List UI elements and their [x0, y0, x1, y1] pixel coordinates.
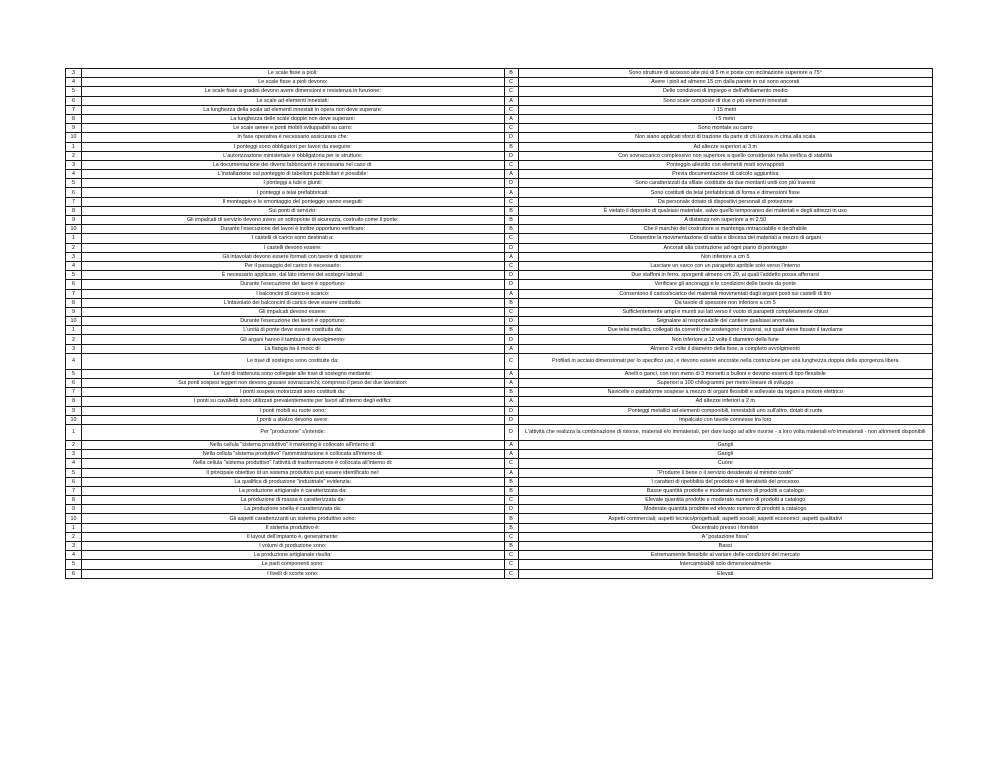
- table-row: [66, 87, 933, 96]
- row-number: 7: [66, 197, 82, 206]
- row-number: 8: [66, 114, 82, 123]
- table-row: [66, 415, 933, 424]
- question-text: Per "produzione" s'intende:: [82, 424, 504, 440]
- table-row: [66, 252, 933, 261]
- table-row: [66, 560, 933, 569]
- answer-key: C: [504, 459, 518, 468]
- question-text: Sui ponti sospesi leggeri non devono gravare sovraccarichi, compreso il peso dei due lavoratori:: [82, 379, 504, 388]
- row-number: 9: [66, 216, 82, 225]
- table-row: [66, 335, 933, 344]
- question-text: Le scale fisse a pioli devono:: [82, 78, 504, 87]
- table-row: [66, 216, 933, 225]
- answer-text: Non siano applicati sforzi di trazione da parte di chi lavora in cima alla scala: [518, 133, 932, 142]
- row-number: 4: [66, 170, 82, 179]
- table-row: [66, 379, 933, 388]
- question-text: Le travi di sostegno sono costituite da:: [82, 353, 504, 369]
- table-row: [66, 188, 933, 197]
- table-row: [66, 388, 933, 397]
- row-number: 9: [66, 307, 82, 316]
- question-text: Il montaggio e lo smontaggio del ponteggio vanno eseguiti:: [82, 197, 504, 206]
- answer-text: Sono strutture di accesso alte più di 5 m e poste con inclinazione superiore a 75°: [518, 69, 932, 78]
- answer-text: Non inferiore a cm 5: [518, 252, 932, 261]
- question-text: I balconcini di carico e scarico:: [82, 289, 504, 298]
- answer-text: Cuore: [518, 459, 932, 468]
- answer-key: C: [504, 569, 518, 578]
- question-text: Gli intavolati devono essere formati con tavole di spessore:: [82, 252, 504, 261]
- question-text: La qualifica di produzione "industriale" evidenzia:: [82, 477, 504, 486]
- question-text: Per il passaggio del carico è necessario:: [82, 261, 504, 270]
- row-number: 3: [66, 542, 82, 551]
- answer-key: B: [504, 298, 518, 307]
- answer-text: L'attività che realizza la combinazione di risorse, materiali e/o immateriali, per dare luogo ad altre risorse - a loro volta materiali e/o immateriali - non altrimenti disponibili: [518, 424, 932, 440]
- answer-text: i 5 metri: [518, 114, 932, 123]
- table-row: [66, 326, 933, 335]
- answer-key: C: [504, 105, 518, 114]
- answer-text: Due staffoni in ferro, sporgenti almeno cm 20, ai quali l'addetto possa afferrarsi: [518, 271, 932, 280]
- answer-key: B: [504, 477, 518, 486]
- question-text: I volumi di produzione sono:: [82, 542, 504, 551]
- table-row: [66, 496, 933, 505]
- question-text: I castelli devono essere:: [82, 243, 504, 252]
- table-row: [66, 514, 933, 523]
- table-row: [66, 353, 933, 369]
- question-text: Gli aspetti caratterizzanti un sistema produttivo sono:: [82, 514, 504, 523]
- answer-key: C: [504, 87, 518, 96]
- table-row: [66, 486, 933, 495]
- row-number: 10: [66, 514, 82, 523]
- answer-text: Da personale dotato di dispositivi personali di protezione: [518, 197, 932, 206]
- answer-key: C: [504, 551, 518, 560]
- answer-text: Sono montate su carro: [518, 124, 932, 133]
- table-row: [66, 440, 933, 449]
- question-text: I ponti mobili su ruote sono:: [82, 406, 504, 415]
- question-text: Durante l'esecuzione dei lavori è inoltre opportuno verificare:: [82, 225, 504, 234]
- question-text: Sui ponti di servizio:: [82, 206, 504, 215]
- row-number: 1: [66, 424, 82, 440]
- table-row: [66, 160, 933, 169]
- answer-text: Elevati: [518, 569, 932, 578]
- row-number: 3: [66, 344, 82, 353]
- answer-text: Impalcato con tavole connesse tra loro: [518, 415, 932, 424]
- table-row: [66, 307, 933, 316]
- question-text: La lunghezza delle scale doppie non deve superare:: [82, 114, 504, 123]
- row-number: 2: [66, 151, 82, 160]
- question-text: È necessario applicare, dal lato interno dei sostegni laterali:: [82, 271, 504, 280]
- row-number: 8: [66, 298, 82, 307]
- answer-text: Con sovraccarico complessivo non superiore a quello considerato nella verifica di stabilità: [518, 151, 932, 160]
- answer-text: Aspetti commerciali; aspetti tecnico/progettuali; aspetti sociali; aspetti economici; aspetti qualitativi: [518, 514, 932, 523]
- row-number: 2: [66, 335, 82, 344]
- table-row: [66, 197, 933, 206]
- table-row: [66, 569, 933, 578]
- row-number: 6: [66, 477, 82, 486]
- table-row: [66, 532, 933, 541]
- row-number: 9: [66, 124, 82, 133]
- answer-key: D: [504, 317, 518, 326]
- question-text: I ponteggi a telai prefabbricati:: [82, 188, 504, 197]
- answer-key: A: [504, 468, 518, 477]
- answer-text: Due telai metallici, collegati da correnti che sostengono i traversi, sui quali viene fissato il tavolame: [518, 326, 932, 335]
- answer-text: Gangli: [518, 450, 932, 459]
- answer-text: Gangli: [518, 440, 932, 449]
- question-text: Le scale ad elementi innestati:: [82, 96, 504, 105]
- answer-key: D: [504, 271, 518, 280]
- answer-key: B: [504, 142, 518, 151]
- row-number: 9: [66, 505, 82, 514]
- answer-key: C: [504, 532, 518, 541]
- row-number: 7: [66, 289, 82, 298]
- answer-key: D: [504, 335, 518, 344]
- row-number: 5: [66, 179, 82, 188]
- answer-text: Sono scale composte di due o più elementi innestati: [518, 96, 932, 105]
- answer-text: Ponteggi metallici ad elementi componibili, innestabili uno sull'altro, dotati di ruote: [518, 406, 932, 415]
- row-number: 5: [66, 468, 82, 477]
- row-number: 8: [66, 496, 82, 505]
- row-number: 5: [66, 271, 82, 280]
- answer-key: D: [504, 424, 518, 440]
- question-text: Durante l'esecuzione dei lavori è opportuno:: [82, 280, 504, 289]
- answer-text: Elevate quantità prodotte e moderato numero di prodotti a catalogo: [518, 496, 932, 505]
- table-row: [66, 551, 933, 560]
- table-row: [66, 114, 933, 123]
- question-text: La produzione di massa è caratterizzata da:: [82, 496, 504, 505]
- answer-text: "Produrre il bene o il servizio desiderato al minimo costo": [518, 468, 932, 477]
- answer-text: A distanza non superiore a m 2,50: [518, 216, 932, 225]
- answer-key: D: [504, 151, 518, 160]
- answer-text: Estremamente flessibile al variare delle condizioni del mercato: [518, 551, 932, 560]
- answer-text: Bassi: [518, 542, 932, 551]
- answer-text: A "postazione fissa": [518, 532, 932, 541]
- answer-text: Superiori a 100 chilogrammi per metro lineare di sviluppo: [518, 379, 932, 388]
- answer-text: Ad altezze superiori ai 3 m: [518, 142, 932, 151]
- answer-key: B: [504, 225, 518, 234]
- answer-key: D: [504, 415, 518, 424]
- answer-key: B: [504, 206, 518, 215]
- answer-text: Segnalare al responsabile del cantiere qualsiasi anomalia: [518, 317, 932, 326]
- row-number: 3: [66, 160, 82, 169]
- answer-text: Consentono il carico/scarico dei materiali movimentati dagli argani posti sui castelli di tiro: [518, 289, 932, 298]
- answer-text: Decentrato presso i fornitori: [518, 523, 932, 532]
- question-text: Gli argani hanno il tamburo di avvolgimento:: [82, 335, 504, 344]
- answer-text: I caratteri di ripetibilità del prodotto e di iteratività del processo: [518, 477, 932, 486]
- question-text: Il principale obiettivo di un sistema produttivo può essere identificato nel:: [82, 468, 504, 477]
- question-text: I ponti su cavalletti sono utilizzati prevalentemente per lavori all'interno degli edifici:: [82, 397, 504, 406]
- row-number: 2: [66, 243, 82, 252]
- answer-key: D: [504, 133, 518, 142]
- row-number: 1: [66, 326, 82, 335]
- table-row: [66, 477, 933, 486]
- row-number: 4: [66, 551, 82, 560]
- table-row: [66, 271, 933, 280]
- table-row: [66, 69, 933, 78]
- table-row: [66, 468, 933, 477]
- question-text: Le scale fisse a pioli:: [82, 69, 504, 78]
- row-number: 4: [66, 353, 82, 369]
- quiz-table-body: [66, 69, 933, 579]
- table-row: [66, 225, 933, 234]
- answer-key: C: [504, 234, 518, 243]
- question-text: I ponteggi sono obbligatori per lavori da eseguire:: [82, 142, 504, 151]
- table-row: [66, 298, 933, 307]
- answer-key: B: [504, 326, 518, 335]
- table-row: [66, 234, 933, 243]
- answer-key: A: [504, 252, 518, 261]
- answer-key: A: [504, 344, 518, 353]
- answer-key: A: [504, 440, 518, 449]
- question-text: La produzione artigianale è caratterizzata da:: [82, 486, 504, 495]
- question-text: Il sistema produttivo è:: [82, 523, 504, 532]
- row-number: 3: [66, 252, 82, 261]
- question-text: L'unità di ponte deve essere costituita da:: [82, 326, 504, 335]
- answer-key: C: [504, 261, 518, 270]
- row-number: 2: [66, 440, 82, 449]
- row-number: 4: [66, 261, 82, 270]
- row-number: 6: [66, 569, 82, 578]
- answer-text: Da tavole di spessore non inferiore a cm 5: [518, 298, 932, 307]
- answer-key: C: [504, 353, 518, 369]
- answer-key: A: [504, 379, 518, 388]
- question-text: Le parti componenti sono:: [82, 560, 504, 569]
- answer-key: B: [504, 523, 518, 532]
- table-row: [66, 78, 933, 87]
- answer-key: C: [504, 197, 518, 206]
- row-number: 7: [66, 486, 82, 495]
- answer-text: Che il marchio del costruttore si mantenga rintracciabile e decifrabile: [518, 225, 932, 234]
- row-number: 10: [66, 225, 82, 234]
- answer-text: Basse quantità prodotte e moderato numero di prodotti a catalogo: [518, 486, 932, 495]
- table-row: [66, 170, 933, 179]
- answer-key: D: [504, 505, 518, 514]
- answer-key: B: [504, 388, 518, 397]
- table-row: [66, 289, 933, 298]
- answer-text: Sono costituiti da telai prefabbricati di forma e dimensioni fisse: [518, 188, 932, 197]
- question-text: I ponti sospesi motorizzati sono costituiti da:: [82, 388, 504, 397]
- question-text: Durante l'esecuzione dei lavori è opportuno:: [82, 317, 504, 326]
- answer-text: Anelli o ganci, con non meno di 3 morsetti a bulloni e devono essere di tipo flessibile: [518, 369, 932, 378]
- row-number: 10: [66, 415, 82, 424]
- question-text: I ponti a sbalzo devono avere:: [82, 415, 504, 424]
- answer-key: B: [504, 514, 518, 523]
- answer-text: Sufficientemente ampi e muniti sui lati verso il vuoto di parapetti completamente chiusi: [518, 307, 932, 316]
- row-number: 6: [66, 96, 82, 105]
- question-text: Nella cellula "sistema produttivo" l'amministrazione è collocata all'interno di:: [82, 450, 504, 459]
- table-row: [66, 406, 933, 415]
- question-text: Il layout dell'impianto è, generalmente:: [82, 532, 504, 541]
- answer-text: Lasciare un varco con un parapetto apribile solo verso l'interno: [518, 261, 932, 270]
- answer-text: Moderate quantità prodotte ed elevato numero di prodotti a catalogo: [518, 505, 932, 514]
- row-number: 6: [66, 280, 82, 289]
- answer-key: B: [504, 542, 518, 551]
- question-text: La flangia ha il rnocc di:: [82, 344, 504, 353]
- question-text: L'autorizzazione ministeriale è obbligatoria per le strutture:: [82, 151, 504, 160]
- answer-text: i 15 metri: [518, 105, 932, 114]
- table-row: [66, 179, 933, 188]
- answer-text: Navicelle o piattaforme sospese a mezzo di organi flessibili e sollevate da organi a motore elettrico: [518, 388, 932, 397]
- answer-text: Delle condizioni di impiego e dell'affollamento medio: [518, 87, 932, 96]
- question-text: L'intavolato dei balconcini di carico deve essere costituito:: [82, 298, 504, 307]
- row-number: 10: [66, 317, 82, 326]
- answer-key: A: [504, 188, 518, 197]
- question-text: Le scale fisse a gradini devono avere dimensioni e resistenza in funzione:: [82, 87, 504, 96]
- answer-text: Almeno 2 volte il diametro della fune, a completo avvolgimento: [518, 344, 932, 353]
- table-row: [66, 505, 933, 514]
- table-row: [66, 243, 933, 252]
- row-number: 4: [66, 459, 82, 468]
- answer-text: Non inferiore a 12 volte il diametro della fune: [518, 335, 932, 344]
- row-number: 7: [66, 105, 82, 114]
- answer-text: Ponteggio allestito con elementi misti sovrapposti: [518, 160, 932, 169]
- answer-text: Previa documentazione di calcolo aggiuntiva: [518, 170, 932, 179]
- answer-key: C: [504, 124, 518, 133]
- answer-key: D: [504, 280, 518, 289]
- table-row: [66, 459, 933, 468]
- answer-key: C: [504, 560, 518, 569]
- question-text: Le funi di trattenuta sono collegate alle travi di sostegno mediante:: [82, 369, 504, 378]
- answer-text: Ancorati alla costruzione ad ogni piano di ponteggio: [518, 243, 932, 252]
- row-number: 1: [66, 523, 82, 532]
- question-text: Le scale aeree e ponti mobili sviluppabili su carro:: [82, 124, 504, 133]
- question-text: In fase operativa è necessario assicurarsi che:: [82, 133, 504, 142]
- answer-key: C: [504, 307, 518, 316]
- row-number: 3: [66, 450, 82, 459]
- question-text: I ponteggi a tubi e giunti:: [82, 179, 504, 188]
- question-text: L'installazione sul ponteggio di tabelloni pubblicitari è possibile:: [82, 170, 504, 179]
- question-text: Nella cellula "sistema produttivo" l'attività di trasformazione è collocata all'interno di:: [82, 459, 504, 468]
- row-number: 8: [66, 397, 82, 406]
- answer-key: B: [504, 69, 518, 78]
- table-row: [66, 542, 933, 551]
- row-number: 6: [66, 379, 82, 388]
- table-row: [66, 124, 933, 133]
- answer-text: È vietato il deposito di qualsiasi materiale, salvo quello temporaneo dei materiali e degli attrezzi in uso: [518, 206, 932, 215]
- question-text: Nella cellula "sistema produttivo" il marketing è collocato all'interno di:: [82, 440, 504, 449]
- answer-text: Intercambiabili solo dimensionalmente: [518, 560, 932, 569]
- answer-key: A: [504, 114, 518, 123]
- answer-key: B: [504, 216, 518, 225]
- table-row: [66, 206, 933, 215]
- row-number: 4: [66, 78, 82, 87]
- answer-key: A: [504, 397, 518, 406]
- answer-key: C: [504, 496, 518, 505]
- answer-text: Sono caratterizzati da sfilate costituite da due montanti uniti con più traversi: [518, 179, 932, 188]
- quiz-table: [65, 68, 933, 579]
- row-number: 5: [66, 369, 82, 378]
- table-row: [66, 344, 933, 353]
- row-number: 5: [66, 87, 82, 96]
- question-text: La documentazione dei diversi fabbricanti è necessaria nel caso di:: [82, 160, 504, 169]
- question-text: I livelli di scorte sono:: [82, 569, 504, 578]
- answer-text: Avere i pioli ad almeno 15 cm dalla parete in cui sono ancorati: [518, 78, 932, 87]
- question-text: I castelli di carico sono destinati a:: [82, 234, 504, 243]
- table-row: [66, 369, 933, 378]
- answer-key: C: [504, 160, 518, 169]
- answer-key: D: [504, 179, 518, 188]
- table-row: [66, 450, 933, 459]
- row-number: 1: [66, 234, 82, 243]
- answer-text: Ad altezze inferiori a 2 m: [518, 397, 932, 406]
- question-text: Gli impalcati devono essere:: [82, 307, 504, 316]
- row-number: 3: [66, 69, 82, 78]
- answer-key: A: [504, 96, 518, 105]
- table-row: [66, 142, 933, 151]
- table-row: [66, 317, 933, 326]
- answer-key: A: [504, 369, 518, 378]
- row-number: 10: [66, 133, 82, 142]
- table-row: [66, 424, 933, 440]
- row-number: 8: [66, 206, 82, 215]
- table-row: [66, 523, 933, 532]
- answer-key: A: [504, 450, 518, 459]
- answer-text: Profilati in acciaio dimensionati per lo specifico uso, e devono essere ancorate nella costruzione per una lunghezza doppia della sporgenza libera: [518, 353, 932, 369]
- table-row: [66, 96, 933, 105]
- row-number: 1: [66, 142, 82, 151]
- answer-key: A: [504, 289, 518, 298]
- question-text: La produzione artigianale risulta:: [82, 551, 504, 560]
- answer-key: A: [504, 170, 518, 179]
- answer-text: Verificare gli ancoraggi e le condizioni delle tavole da ponte: [518, 280, 932, 289]
- row-number: 7: [66, 388, 82, 397]
- row-number: 9: [66, 406, 82, 415]
- row-number: 6: [66, 188, 82, 197]
- table-row: [66, 151, 933, 160]
- question-text: La produzione snella è caratterizzata da:: [82, 505, 504, 514]
- answer-text: Consentire la movimentazione di salita e discesa dei materiali a mezzo di argani: [518, 234, 932, 243]
- table-row: [66, 105, 933, 114]
- row-number: 2: [66, 532, 82, 541]
- question-text: Gli impalcati di servizio devono avere un sottoponte di sicurezza, costruito come il ponte:: [82, 216, 504, 225]
- table-row: [66, 133, 933, 142]
- answer-key: D: [504, 406, 518, 415]
- table-row: [66, 280, 933, 289]
- table-row: [66, 397, 933, 406]
- answer-key: D: [504, 243, 518, 252]
- answer-key: B: [504, 486, 518, 495]
- row-number: 5: [66, 560, 82, 569]
- table-row: [66, 261, 933, 270]
- answer-key: C: [504, 78, 518, 87]
- question-text: La lunghezza della scala ad elementi innestati in opera non deve superare:: [82, 105, 504, 114]
